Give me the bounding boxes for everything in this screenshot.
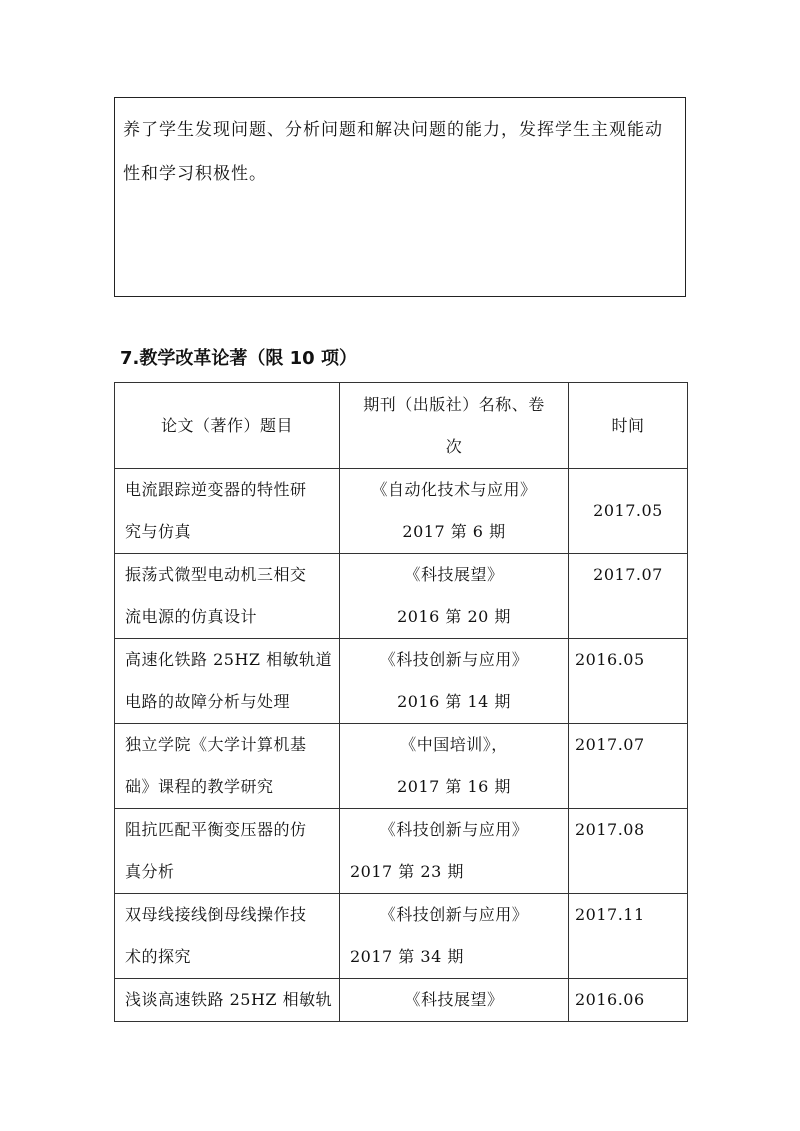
table-row: [115, 894, 688, 979]
cell-journal: [340, 554, 569, 639]
journal-line: 《科技创新与应用》: [379, 820, 529, 839]
journal-line: 2017 第 6 期: [402, 522, 506, 541]
cell-date: 2016.06: [569, 979, 688, 1022]
journal-line: 2017 第 34 期: [350, 947, 464, 966]
table-row: [115, 724, 688, 809]
title-line: 阻抗匹配平衡变压器的仿: [125, 820, 307, 839]
title-line: 础》课程的教学研究: [125, 777, 274, 796]
title-line: 流电源的仿真设计: [125, 607, 258, 626]
title-line: 电路的故障分析与处理: [125, 692, 291, 711]
journal-line: 《科技展望》: [404, 990, 504, 1009]
title-line: 电流跟踪逆变器的特性研: [125, 480, 307, 499]
cell-journal: [340, 979, 569, 1022]
table-row: [115, 809, 688, 894]
header-journal-line: 期刊（出版社）名称、卷: [363, 394, 545, 414]
header-title: 论文（著作）题目: [115, 383, 340, 469]
title-line: 独立学院《大学计算机基: [125, 735, 307, 754]
table-row: [115, 554, 688, 639]
table-row: [115, 469, 688, 554]
journal-line: 2016 第 20 期: [397, 607, 511, 626]
title-line: 双母线接线倒母线操作技: [125, 905, 307, 924]
cell-title: [115, 639, 340, 724]
previous-section-textbox: [114, 97, 686, 297]
text-line: 性和学习积极性。: [123, 164, 267, 184]
cell-journal: [340, 469, 569, 554]
cell-title: [115, 554, 340, 639]
title-line: 究与仿真: [125, 522, 192, 541]
cell-date: 2017.08: [569, 809, 688, 894]
journal-line: 《科技展望》: [404, 565, 504, 584]
cell-date: 2017.05: [569, 469, 688, 554]
journal-line: 《中国培训》，: [400, 735, 508, 754]
text-line: 养了学生发现问题、分析问题和解决问题的能力，发挥学生主观能动: [123, 120, 663, 140]
section-title: 7.教学改革论著（限 10 项）: [120, 348, 357, 369]
title-line: 振荡式微型电动机三相交: [125, 565, 307, 584]
journal-line: 2017 第 16 期: [397, 777, 511, 796]
journal-line: 2017 第 23 期: [350, 862, 464, 881]
publications-table-wrapper: [114, 382, 687, 1022]
cell-title: [115, 894, 340, 979]
publications-table: [114, 382, 688, 1022]
title-line: 浅谈高速铁路 25HZ 相敏轨: [125, 990, 333, 1009]
cell-title: [115, 724, 340, 809]
journal-line: 《自动化技术与应用》: [371, 480, 537, 499]
journal-line: 《科技创新与应用》: [379, 905, 529, 924]
title-line: 真分析: [125, 862, 175, 881]
table-row: [115, 979, 688, 1022]
cell-journal: [340, 639, 569, 724]
journal-line: 《科技创新与应用》: [379, 650, 529, 669]
cell-journal: [340, 724, 569, 809]
journal-line: 2016 第 14 期: [397, 692, 511, 711]
cell-title: [115, 979, 340, 1022]
header-journal-line: 次: [445, 436, 463, 456]
cell-title: [115, 469, 340, 554]
table-header-row: [115, 383, 688, 469]
cell-date: 2017.07: [569, 554, 688, 639]
cell-journal: [340, 894, 569, 979]
cell-journal: [340, 809, 569, 894]
title-line: 高速化铁路 25HZ 相敏轨道: [125, 650, 333, 669]
table-row: [115, 639, 688, 724]
header-journal: [340, 383, 569, 469]
cell-title: [115, 809, 340, 894]
cell-date: 2016.05: [569, 639, 688, 724]
cell-date: 2017.07: [569, 724, 688, 809]
header-date: 时间: [569, 383, 688, 469]
title-line: 术的探究: [125, 947, 192, 966]
cell-date: 2017.11: [569, 894, 688, 979]
